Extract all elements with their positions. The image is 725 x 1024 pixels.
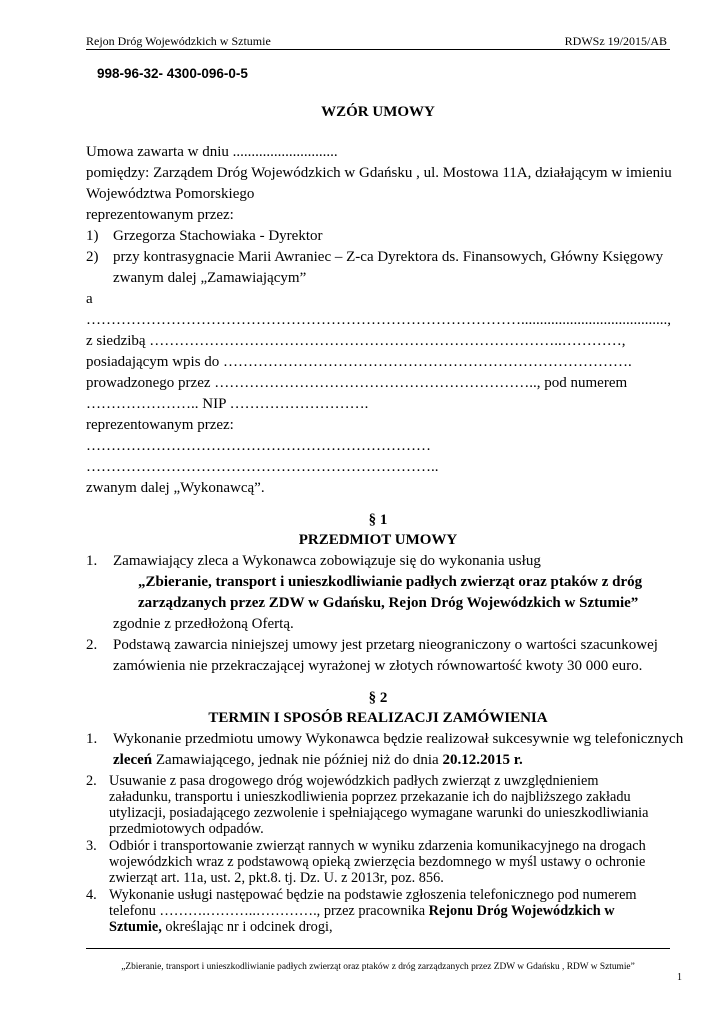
paragraph-line: zwierząt art. 11a, ust. 2, pkt.8. tj. Dz. U. z 2013r, poz. 856.	[109, 870, 444, 886]
paragraph-line	[109, 903, 615, 920]
footer-text: „Zbieranie, transport i unieszkodliwianie padłych zwierząt oraz ptaków z dróg zarządzanych przez ZDW w Gdańsku , RDW w Sztumie”	[121, 962, 635, 972]
inline-text: określając nr i odcinek drogi,	[161, 919, 333, 935]
header-left: Rejon Dróg Wojewódzkich w Sztumie	[86, 34, 271, 48]
list-number: 2)	[86, 249, 99, 265]
contractor-line: ……………………………………………………………..	[86, 459, 439, 475]
section-mark: § 1	[368, 512, 388, 528]
intro-line: Województwa Pomorskiego	[86, 186, 255, 202]
intro-line: pomiędzy: Zarządem Dróg Wojewódzkich w Gdańsku , ul. Mostowa 11A, działającym w imieniu	[86, 165, 672, 181]
paragraph-line: zamówienia nie przekraczającej wyrażonej w złotych równowartość kwoty 30 000 euro.	[113, 658, 643, 674]
service-name: zarządzanych przez ZDW w Gdańsku, Rejon Dróg Wojewódzkich w Sztumie”	[138, 595, 639, 611]
footer-rule	[86, 948, 670, 949]
paragraph-line: Wykonanie przedmiotu umowy Wykonawca będzie realizował sukcesywnie wg telefonicznych	[113, 731, 684, 747]
intro-line: reprezentowanym przez:	[86, 207, 234, 223]
paragraph-line: przedmiotowych odpadów.	[109, 821, 264, 837]
bold-text: Sztumie,	[109, 919, 162, 935]
deadline-date: 20.12.2015 r.	[442, 752, 523, 768]
contractor-line: …………………………………………………………………………….......................................,	[86, 312, 671, 328]
representative-2: przy kontrasygnacie Marii Awraniec – Z-ca Dyrektora ds. Finansowych, Główny Księgowy	[113, 249, 664, 265]
section-heading: TERMIN I SPOSÓB REALIZACJI ZAMÓWIENIA	[208, 710, 548, 726]
inline-text: telefonu ……….………..…………., przez pracownika	[109, 903, 429, 919]
intro-line: Umowa zawarta w dniu ............................	[86, 144, 338, 160]
paragraph-line: Zamawiający zleca a Wykonawca zobowiązuje się do wykonania usług	[113, 553, 541, 569]
intro-line: a	[86, 291, 93, 307]
section-heading: PRZEDMIOT UMOWY	[298, 532, 458, 548]
list-number: 1.	[86, 553, 98, 569]
header-rule	[86, 49, 670, 50]
contractor-line: ……………………………………………………………	[86, 438, 431, 454]
document-code: 998-96-32- 4300-096-0-5	[97, 66, 248, 81]
contractor-line: z siedzibą ………………………………………………………………………..…………,	[86, 333, 626, 349]
page-number: 1	[677, 972, 682, 983]
contractor-line: reprezentowanym przez:	[86, 417, 234, 433]
inline-text: Zamawiającego, jednak nie później niż do dnia	[152, 752, 443, 768]
header-right: RDWSz 19/2015/AB	[564, 34, 667, 48]
intro-line: zwanym dalej „Zamawiającym”	[113, 270, 307, 286]
list-number: 1.	[86, 731, 98, 747]
list-number: 1)	[86, 228, 99, 244]
paragraph-line: utylizacji, posiadającego zezwolenie i spełniającego wymagane warunki do unieszkodliwiania	[109, 805, 649, 821]
contractor-line: prowadzonego przez ……………………………………………………….., pod numerem	[86, 375, 628, 391]
page-title: WZÓR UMOWY	[321, 104, 435, 120]
list-number: 4.	[86, 887, 97, 903]
paragraph-line: Podstawą zawarcia niniejszej umowy jest przetarg nieograniczony o wartości szacunkowej	[113, 637, 658, 653]
contractor-line: posiadającym wpis do ……………………………………………………………………….	[86, 354, 632, 370]
bold-text: zleceń	[113, 752, 153, 768]
paragraph-line: zgodnie z przedłożoną Ofertą.	[113, 616, 294, 632]
representative-1: Grzegorza Stachowiaka - Dyrektor	[113, 228, 323, 244]
list-number: 3.	[86, 838, 97, 854]
bold-text: Rejonu Dróg Wojewódzkich w	[428, 903, 615, 919]
section-mark: § 2	[368, 690, 388, 706]
paragraph-line: Wykonanie usługi następować będzie na podstawie zgłoszenia telefonicznego pod numerem	[109, 887, 637, 903]
contractor-line: ………………….. NIP ……………………….	[86, 396, 369, 412]
paragraph-line: Usuwanie z pasa drogowego dróg wojewódzkich padłych zwierząt z uwzględnieniem	[109, 773, 599, 789]
paragraph-line: wojewódzkich wraz z podstawową opieką zwierzęcia bezdomnego w myśl ustawy o ochronie	[109, 854, 646, 870]
contractor-line: zwanym dalej „Wykonawcą”.	[86, 480, 265, 496]
paragraph-line	[113, 752, 523, 769]
list-number: 2.	[86, 637, 98, 653]
paragraph-line: Odbiór i transportowanie zwierząt rannych w wyniku zdarzenia komunikacyjnego na drogach	[109, 838, 646, 854]
service-name: „Zbieranie, transport i unieszkodliwianie padłych zwierząt oraz ptaków z dróg	[138, 574, 643, 590]
paragraph-line	[109, 919, 333, 936]
list-number: 2.	[86, 773, 97, 789]
paragraph-line: załadunku, transportu i unieszkodliwienia poprzez przekazanie ich do najbliższego zakładu	[109, 789, 631, 805]
